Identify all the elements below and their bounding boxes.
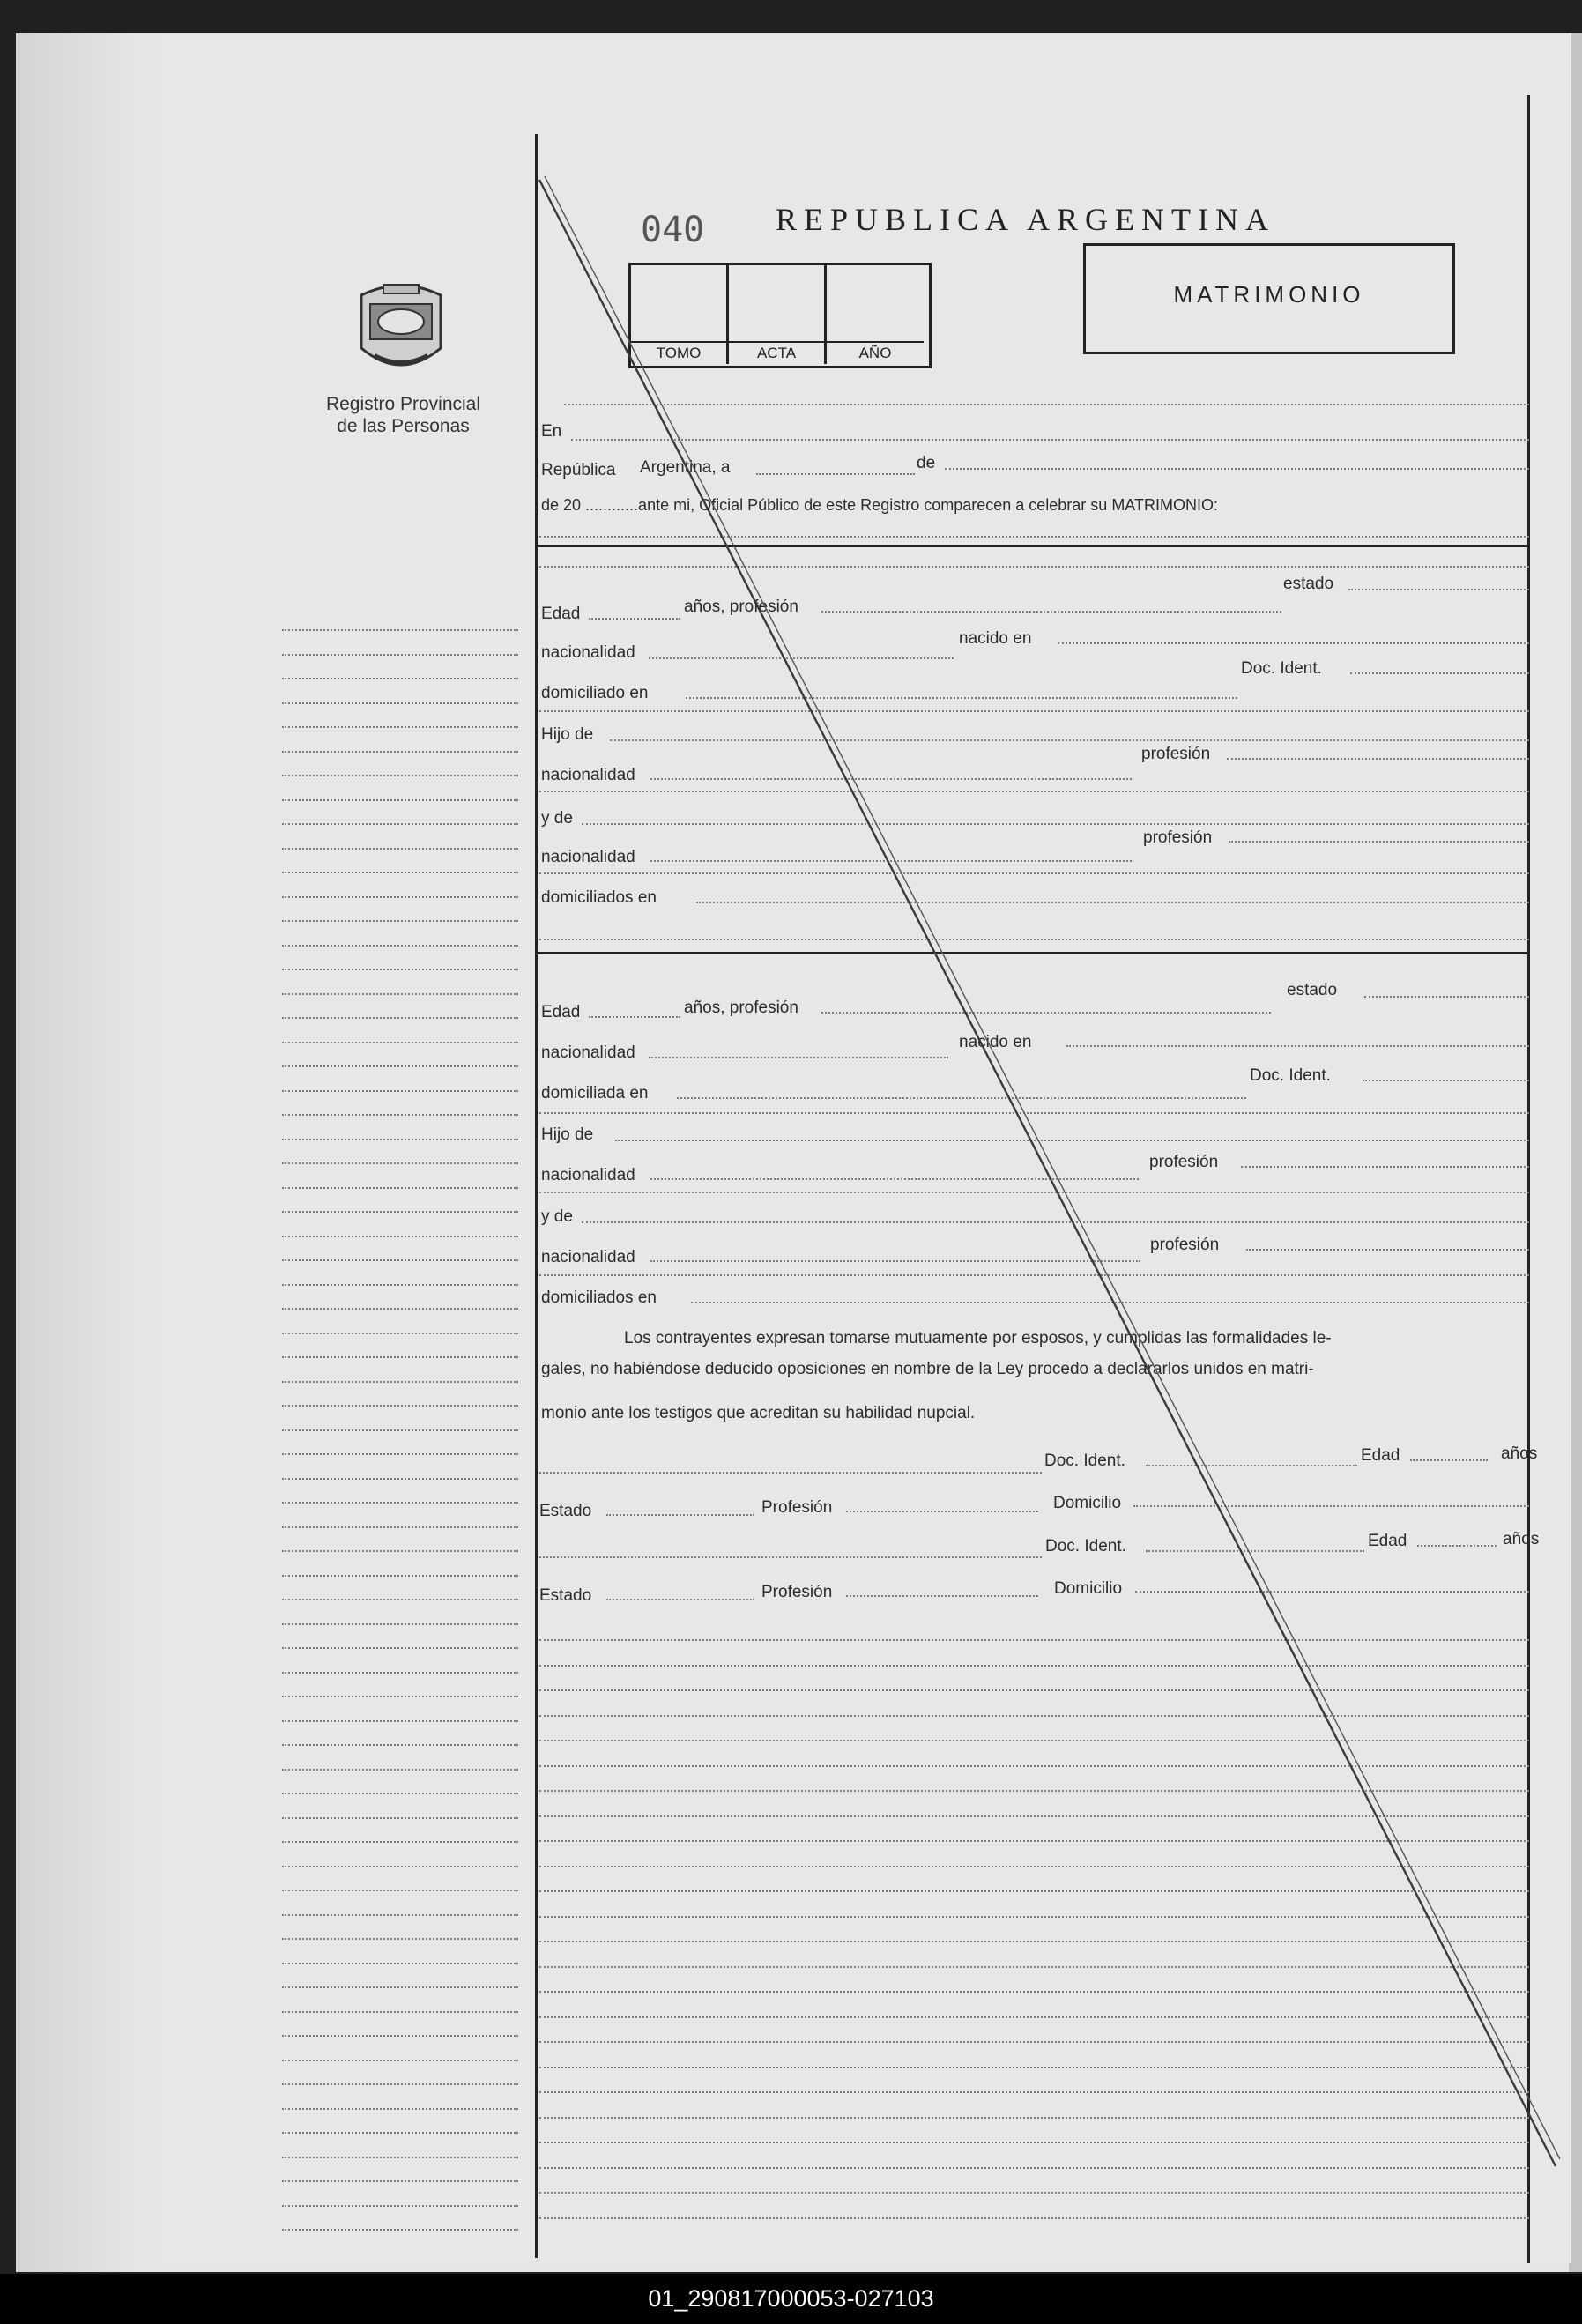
s2-hijo-label: Hijo de [541, 1125, 594, 1144]
record-type-label: MATRIMONIO [1173, 281, 1365, 308]
image-code: 01_290817000053-027103 [648, 2285, 934, 2312]
w2-profesion-label: Profesión [761, 1583, 833, 1601]
declaration-line-2: gales, no habiéndose deducido oposiciones en nombre de la Ley procedo a declararlos unidos en matri- [541, 1360, 1314, 1378]
s2-nac-madre-label: nacionalidad [541, 1248, 635, 1266]
w1-anos-label: años [1501, 1444, 1538, 1463]
s1-nacido-label: nacido en [959, 629, 1032, 648]
s1-y-de-label: y de [541, 809, 573, 828]
s1-doc-label: Doc. Ident. [1241, 659, 1322, 678]
w2-estado-label: Estado [539, 1586, 592, 1605]
s2-nacionalidad-label: nacionalidad [541, 1043, 635, 1062]
s1-edad-label: Edad [541, 605, 581, 623]
s1-estado-label: estado [1283, 575, 1334, 593]
w2-doc-label: Doc. Ident. [1045, 1537, 1126, 1556]
w2-domicilio-label: Domicilio [1054, 1579, 1123, 1598]
s1-domiciliados-label: domiciliados en [541, 888, 657, 907]
s1-profesion-label: años, profesión [684, 598, 798, 616]
s2-profesion-label: años, profesión [684, 999, 798, 1017]
s1-prof-padre-label: profesión [1141, 745, 1211, 763]
intro-republica-label: República [541, 461, 616, 479]
s1-nacionalidad-label: nacionalidad [541, 643, 635, 662]
s1-nac-padre-label: nacionalidad [541, 766, 635, 784]
ano-label: AÑO [827, 341, 924, 366]
acta-label: ACTA [729, 341, 824, 366]
w1-domicilio-label: Domicilio [1053, 1494, 1122, 1512]
s2-edad-label: Edad [541, 1003, 581, 1021]
s2-nacido-label: nacido en [959, 1033, 1032, 1051]
intro-en-label: En [541, 422, 562, 441]
s1-prof-madre-label: profesión [1143, 828, 1213, 847]
s2-prof-padre-label: profesión [1149, 1153, 1219, 1171]
w1-doc-label: Doc. Ident. [1044, 1452, 1125, 1470]
stamped-record-number: 040 [641, 210, 705, 250]
s2-domiciliada-label: domiciliada en [541, 1084, 649, 1103]
intro-line3-text: de 20 ............ante mi, Oficial Público de este Registro comparecen a celebrar su MATRIMONIO: [541, 496, 1218, 514]
s2-nac-padre-label: nacionalidad [541, 1166, 635, 1184]
registry-name-line2: de las Personas [337, 416, 470, 436]
declaration-line-1: Los contrayentes expresan tomarse mutuamente por esposos, y cumplidas las formalidades le- [624, 1329, 1332, 1348]
declaration-line-3: monio ante los testigos que acreditan su habilidad nupcial. [541, 1404, 976, 1422]
s1-nac-madre-label: nacionalidad [541, 848, 635, 866]
registry-name-line1: Registro Provincial [325, 394, 481, 414]
s2-domiciliados-label: domiciliados en [541, 1288, 657, 1307]
w2-edad-label: Edad [1368, 1532, 1407, 1550]
tomo-label: TOMO [631, 341, 726, 366]
s2-estado-label: estado [1287, 981, 1338, 999]
country-title: REPUBLICA ARGENTINA [776, 202, 1276, 237]
s2-y-de-label: y de [541, 1207, 573, 1226]
intro-argentina-label: Argentina, a [640, 458, 731, 477]
intro-de-label: de [917, 454, 936, 472]
s1-hijo-label: Hijo de [541, 725, 594, 744]
w1-estado-label: Estado [539, 1502, 592, 1520]
s2-doc-label: Doc. Ident. [1250, 1066, 1331, 1085]
s2-prof-madre-label: profesión [1150, 1236, 1220, 1254]
w1-profesion-label: Profesión [761, 1498, 833, 1517]
w2-anos-label: años [1503, 1530, 1540, 1548]
s1-domiciliado-label: domiciliado en [541, 684, 649, 702]
w1-edad-label: Edad [1361, 1446, 1400, 1465]
